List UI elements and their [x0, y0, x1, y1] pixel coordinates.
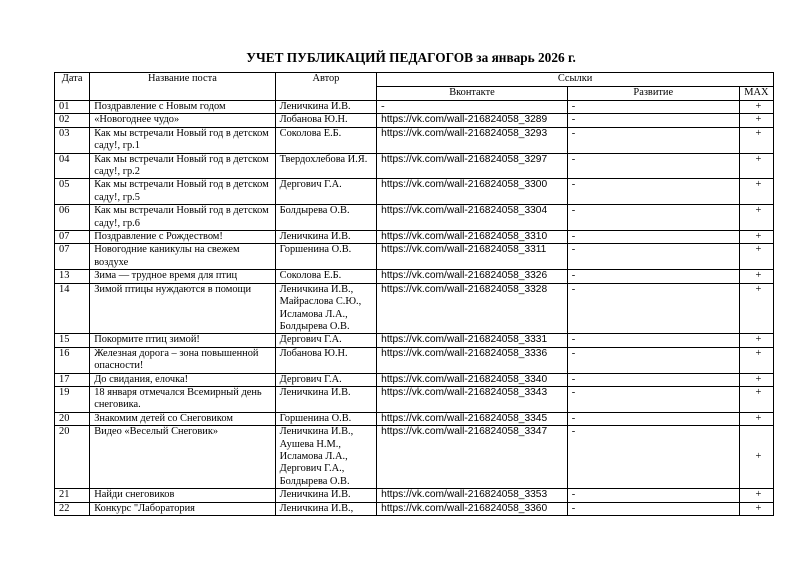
cell-max: + [739, 334, 773, 347]
cell-post-name: Видео «Веселый Снеговик» [90, 426, 275, 489]
author-name: Майраслова С.Ю., [279, 296, 362, 308]
cell-author: Дергович Г.А. [275, 373, 377, 386]
cell-max: + [739, 244, 773, 270]
cell-max: + [739, 231, 773, 244]
author-name: Дергович Г.А., [279, 463, 345, 475]
publications-table [54, 72, 774, 516]
cell-dev: - [567, 205, 739, 231]
cell-date: 20 [55, 426, 90, 489]
table-row [55, 205, 774, 231]
table-row [55, 426, 774, 489]
cell-author: Горшенина О.В. [275, 244, 377, 270]
header-dev: Развитие [567, 87, 739, 101]
cell-author: Леничкина И.В., [275, 502, 377, 515]
cell-vk-link[interactable]: https://vk.com/wall-216824058_3353 [377, 489, 568, 502]
cell-author: Леничкина И.В. [275, 231, 377, 244]
cell-max: + [739, 347, 773, 373]
cell-dev: - [567, 231, 739, 244]
cell-post-name: Конкурс "Лаборатория [90, 502, 275, 515]
cell-post-name: 18 января отмечался Всемирный день снеговика. [90, 386, 275, 412]
cell-author: Леничкина И.В. [275, 489, 377, 502]
cell-post-name: Знакомим детей со Снеговиком [90, 412, 275, 425]
table-row [55, 412, 774, 425]
cell-post-name: Как мы встречали Новый год в детском саду!, гр.1 [90, 127, 275, 153]
cell-date: 19 [55, 386, 90, 412]
table-row [55, 489, 774, 502]
cell-dev: - [567, 179, 739, 205]
cell-max: + [739, 270, 773, 283]
cell-dev: - [567, 153, 739, 179]
cell-dev: - [567, 489, 739, 502]
cell-date: 05 [55, 179, 90, 205]
author-name: Исламова Л.А., [279, 308, 348, 320]
cell-vk-link[interactable]: https://vk.com/wall-216824058_3304 [377, 205, 568, 231]
cell-vk-link[interactable]: https://vk.com/wall-216824058_3328 [377, 283, 568, 334]
cell-vk-link[interactable]: https://vk.com/wall-216824058_3331 [377, 334, 568, 347]
cell-author [275, 426, 377, 489]
cell-dev: - [567, 386, 739, 412]
header-author: Автор [275, 73, 377, 101]
cell-author [275, 283, 377, 334]
author-name: Леничкина И.В., [279, 283, 354, 295]
cell-dev: - [567, 426, 739, 489]
table-row [55, 334, 774, 347]
cell-max: + [739, 502, 773, 515]
table-body [55, 101, 774, 516]
cell-date: 21 [55, 489, 90, 502]
cell-post-name: Новогодние каникулы на свежем воздухе [90, 244, 275, 270]
cell-post-name: Как мы встречали Новый год в детском саду!, гр.6 [90, 205, 275, 231]
cell-dev: - [567, 412, 739, 425]
table-row [55, 502, 774, 515]
cell-vk-link[interactable]: https://vk.com/wall-216824058_3336 [377, 347, 568, 373]
cell-author: Соколова Е.Б. [275, 270, 377, 283]
cell-date: 06 [55, 205, 90, 231]
cell-max: + [739, 412, 773, 425]
header-vk: Вконтакте [377, 87, 568, 101]
cell-date: 20 [55, 412, 90, 425]
author-name: Исламова Л.А., [279, 450, 348, 462]
cell-vk-link[interactable]: https://vk.com/wall-216824058_3343 [377, 386, 568, 412]
cell-max: + [739, 373, 773, 386]
author-name: Леничкина И.В., [279, 426, 354, 438]
cell-date: 22 [55, 502, 90, 515]
cell-author: Лобанова Ю.Н. [275, 347, 377, 373]
table-row [55, 373, 774, 386]
cell-dev: - [567, 373, 739, 386]
cell-dev: - [567, 334, 739, 347]
table-row [55, 114, 774, 127]
cell-post-name: Как мы встречали Новый год в детском саду!, гр.5 [90, 179, 275, 205]
cell-date: 13 [55, 270, 90, 283]
cell-post-name: «Новогоднее чудо» [90, 114, 275, 127]
cell-vk-link[interactable]: https://vk.com/wall-216824058_3345 [377, 412, 568, 425]
cell-post-name: До свидания, елочка! [90, 373, 275, 386]
cell-date: 16 [55, 347, 90, 373]
cell-vk-link[interactable]: https://vk.com/wall-216824058_3300 [377, 179, 568, 205]
cell-date: 15 [55, 334, 90, 347]
cell-vk-link[interactable]: https://vk.com/wall-216824058_3347 [377, 426, 568, 489]
cell-dev: - [567, 347, 739, 373]
header-max: MAX [739, 87, 773, 101]
cell-date: 17 [55, 373, 90, 386]
cell-max: + [739, 179, 773, 205]
cell-dev: - [567, 283, 739, 334]
header-links: Ссылки [377, 73, 774, 87]
cell-dev: - [567, 270, 739, 283]
table-row [55, 179, 774, 205]
author-name: Болдырева О.В. [279, 320, 350, 332]
cell-vk: - [377, 101, 568, 114]
cell-max: + [739, 114, 773, 127]
cell-date: 02 [55, 114, 90, 127]
cell-post-name: Зима — трудное время для птиц [90, 270, 275, 283]
cell-dev: - [567, 244, 739, 270]
cell-post-name: Как мы встречали Новый год в детском саду!, гр.2 [90, 153, 275, 179]
cell-post-name: Железная дорога – зона повышенной опасности! [90, 347, 275, 373]
cell-vk-link[interactable]: https://vk.com/wall-216824058_3340 [377, 373, 568, 386]
cell-max: + [739, 205, 773, 231]
header-post-name: Название поста [90, 73, 275, 101]
cell-vk-link[interactable]: https://vk.com/wall-216824058_3311 [377, 244, 568, 270]
cell-author: Леничкина И.В. [275, 386, 377, 412]
cell-post-name: Покормите птиц зимой! [90, 334, 275, 347]
cell-vk-link[interactable]: https://vk.com/wall-216824058_3293 [377, 127, 568, 153]
header-row-1 [55, 73, 774, 87]
cell-date: 01 [55, 101, 90, 114]
cell-date: 04 [55, 153, 90, 179]
cell-date: 07 [55, 244, 90, 270]
cell-dev: - [567, 502, 739, 515]
cell-author: Леничкина И.В. [275, 101, 377, 114]
cell-max: + [739, 127, 773, 153]
cell-vk-link[interactable]: https://vk.com/wall-216824058_3289 [377, 114, 568, 127]
cell-max: + [739, 489, 773, 502]
cell-author: Твердохлебова И.Я. [275, 153, 377, 179]
cell-max: + [739, 386, 773, 412]
cell-date: 14 [55, 283, 90, 334]
cell-max: + [739, 101, 773, 114]
author-name: Аушева Н.М., [279, 438, 341, 450]
table-row [55, 283, 774, 334]
cell-post-name: Поздравление с Новым годом [90, 101, 275, 114]
table-row [55, 153, 774, 179]
cell-dev: - [567, 101, 739, 114]
cell-author: Лобанова Ю.Н. [275, 114, 377, 127]
cell-author: Горшенина О.В. [275, 412, 377, 425]
cell-date: 03 [55, 127, 90, 153]
table-row [55, 270, 774, 283]
cell-author: Болдырева О.В. [275, 205, 377, 231]
cell-vk-link[interactable]: https://vk.com/wall-216824058_3297 [377, 153, 568, 179]
cell-vk-link[interactable]: https://vk.com/wall-216824058_3360 [377, 502, 568, 515]
cell-dev: - [567, 114, 739, 127]
cell-author: Соколова Е.Б. [275, 127, 377, 153]
cell-max: + [739, 283, 773, 334]
table-row [55, 347, 774, 373]
table-row [55, 244, 774, 270]
document-title: УЧЕТ ПУБЛИКАЦИЙ ПЕДАГОГОВ за январь 2026 г. [246, 50, 576, 65]
cell-date: 07 [55, 231, 90, 244]
cell-post-name: Найди снеговиков [90, 489, 275, 502]
cell-vk-link[interactable]: https://vk.com/wall-216824058_3310 [377, 231, 568, 244]
cell-dev: - [567, 127, 739, 153]
table-row [55, 101, 774, 114]
cell-max: + [739, 153, 773, 179]
table-row [55, 231, 774, 244]
cell-vk-link[interactable]: https://vk.com/wall-216824058_3326 [377, 270, 568, 283]
cell-max: + [739, 426, 773, 489]
cell-author: Дергович Г.А. [275, 179, 377, 205]
cell-post-name: Поздравление с Рождеством! [90, 231, 275, 244]
table-row [55, 386, 774, 412]
table-row [55, 127, 774, 153]
cell-author: Дергович Г.А. [275, 334, 377, 347]
author-name: Болдырева О.В. [279, 475, 350, 487]
header-date: Дата [55, 73, 90, 101]
cell-post-name: Зимой птицы нуждаются в помощи [90, 283, 275, 334]
